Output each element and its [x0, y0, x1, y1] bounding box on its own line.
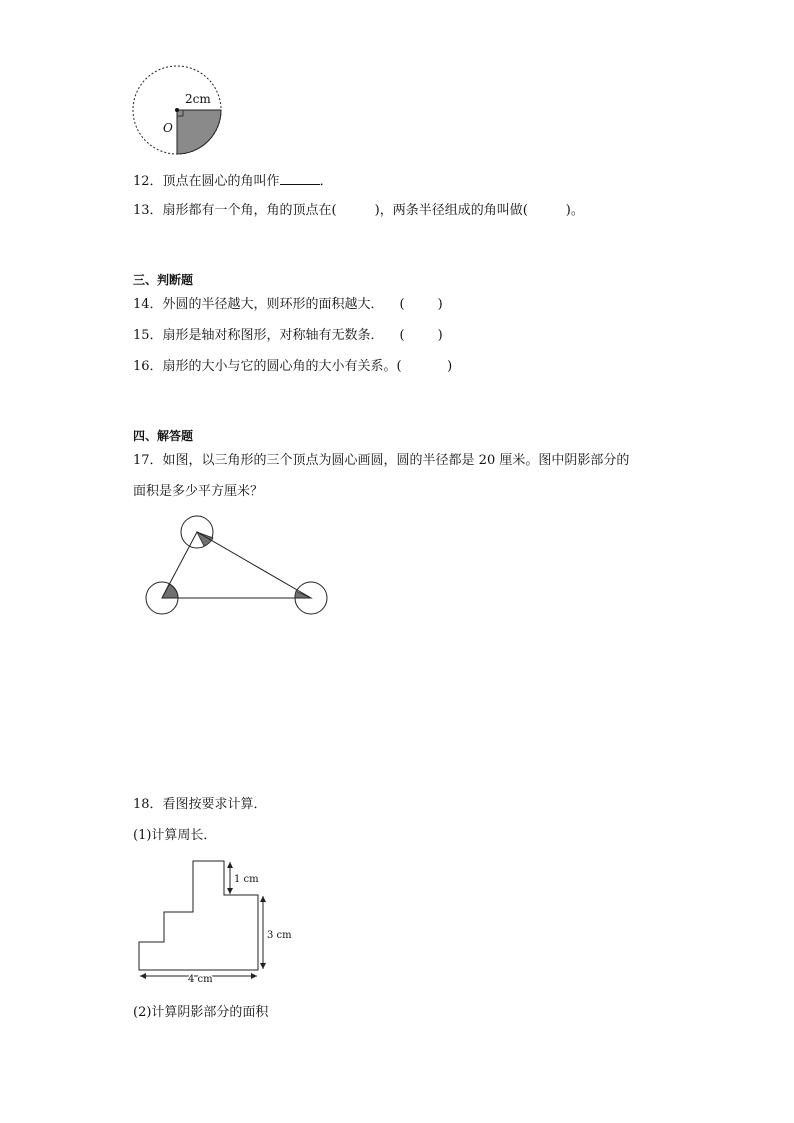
arrow-head: [260, 963, 266, 969]
question-number: 13．: [133, 203, 163, 218]
staircase-figure: [130, 855, 300, 990]
question-13: [133, 203, 584, 219]
center-point: [175, 108, 179, 112]
arrow-head: [260, 896, 266, 902]
center-label: O: [163, 121, 173, 135]
answer-parentheses[interactable]: ( ): [399, 297, 443, 312]
question-16: [133, 359, 452, 375]
arrow-head: [227, 862, 233, 868]
question-text: 16．扇形的大小与它的圆心角的大小有关系。: [133, 359, 397, 374]
label-1cm: 1 cm: [234, 874, 259, 885]
question-17-line-2: 面积是多少平方厘米？: [133, 484, 264, 499]
question-text: 顶点在圆心的角叫作: [162, 174, 280, 189]
question-17-line-1: 17．如图，以三角形的三个顶点为圆心画圆，圆的半径都是 20 厘米。图中阴影部分的: [133, 453, 630, 468]
question-tail: ．: [319, 174, 333, 189]
question-12: [133, 172, 333, 190]
arrow-head: [227, 888, 233, 894]
shaded-sector-left: [162, 584, 178, 598]
shaded-quarter-sector: [177, 110, 221, 154]
arrow-head: [251, 973, 257, 979]
question-number: 12．: [133, 174, 163, 189]
label-3cm: 3 cm: [267, 930, 292, 941]
question-14: [133, 297, 443, 313]
question-18-part-1: (1)计算周长．: [133, 828, 217, 843]
radius-label: 2cm: [185, 92, 211, 106]
question-18-part-2: (2)计算阴影部分的面积: [133, 1005, 269, 1020]
arrow-head: [140, 973, 146, 979]
question-text-c: )。: [565, 203, 584, 218]
answer-parentheses[interactable]: ( ): [399, 328, 443, 343]
question-text-a: 扇形都有一个角，角的顶点在(: [162, 203, 337, 218]
question-text: 15．扇形是轴对称图形，对称轴有无数条．: [133, 328, 384, 343]
answer-blank[interactable]: [280, 172, 320, 185]
shaded-sector-top: [197, 532, 213, 546]
section-title-judgement: 三、判断题: [133, 273, 194, 287]
answer-parentheses[interactable]: ( ): [396, 359, 453, 374]
section-title-solutions: 四、解答题: [133, 429, 194, 443]
label-4cm: 4 cm: [188, 974, 213, 985]
triangle-circles-figure: [140, 510, 335, 620]
question-15: [133, 328, 443, 344]
question-text-b: )，两条半径组成的角叫做(: [374, 203, 528, 218]
question-text: 14．外圆的半径越大，则环形的面积越大．: [133, 297, 384, 312]
circle-sector-figure: [128, 62, 228, 162]
question-18-title: 18．看图按要求计算．: [133, 797, 267, 812]
